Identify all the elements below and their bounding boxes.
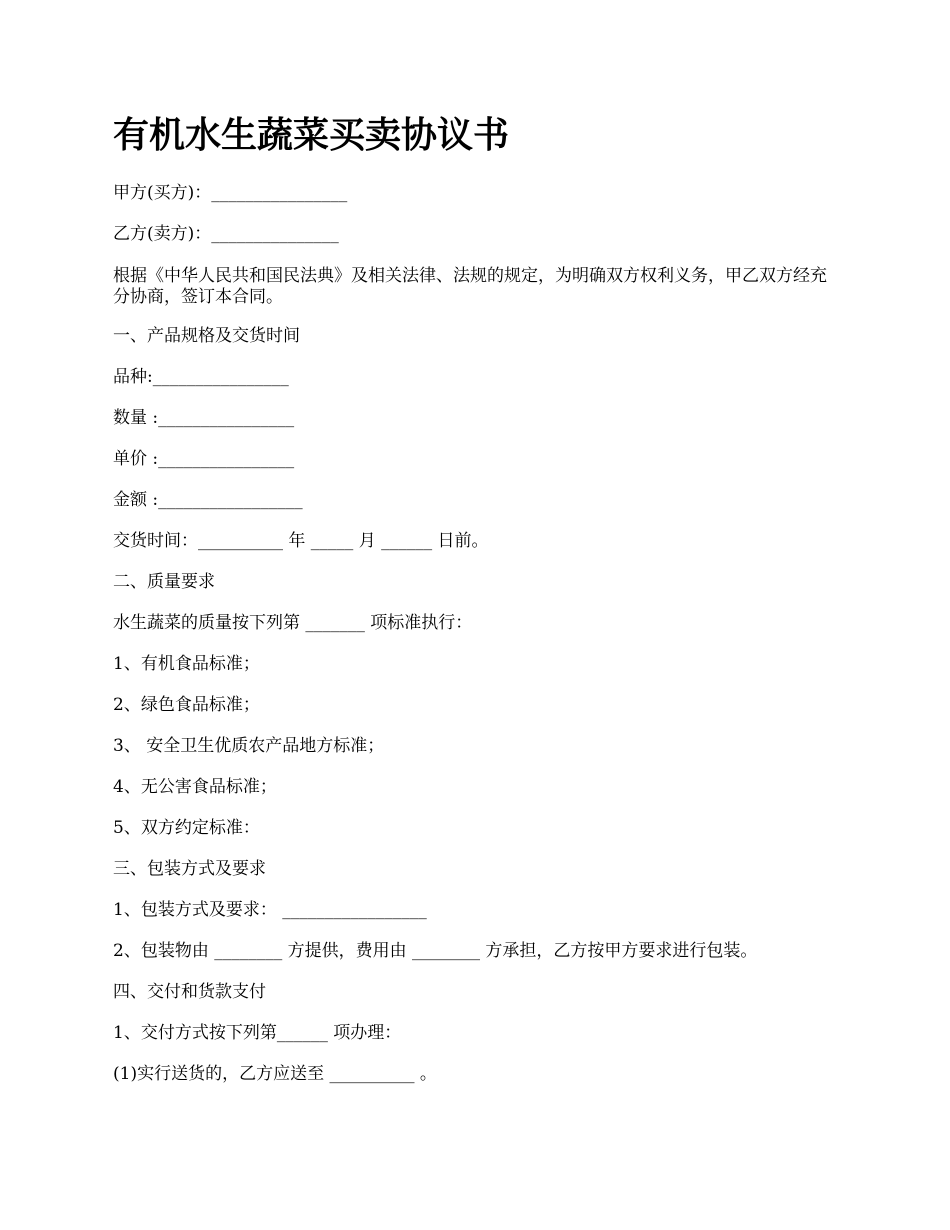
quantity-line: 数量 :________________ — [113, 408, 295, 428]
delivery-time-line: 交货时间：__________ 年 _____ 月 ______ 日前。 — [113, 531, 489, 551]
list-item: 3、 安全卫生优质农产品地方标准； — [113, 736, 385, 756]
list-item: 5、双方约定标准： — [113, 818, 260, 838]
packaging-method-line: 1、包装方式及要求： _________________ — [113, 900, 427, 920]
variety-line: 品种:________________ — [113, 367, 289, 387]
quality-standard-line: 水生蔬菜的质量按下列第 _______ 项标准执行： — [113, 613, 473, 633]
delivery-destination-line: (1)实行送货的，乙方应送至 __________ 。 — [113, 1064, 437, 1084]
preamble-paragraph: 根据《中华人民共和国民法典》及相关法律、法规的规定，为明确双方权利义务，甲乙双方经充分协商，签订本合同。 — [113, 266, 827, 307]
delivery-method-line: 1、交付方式按下列第______ 项办理： — [113, 1023, 402, 1043]
list-item: 1、有机食品标准； — [113, 654, 260, 674]
section-heading-packaging: 三、包装方式及要求 — [113, 859, 266, 879]
document-title: 有机水生蔬菜买卖协议书 — [113, 115, 510, 156]
party-a-line: 甲方(买方)：________________ — [113, 183, 348, 203]
section-heading-delivery-payment: 四、交付和货款支付 — [113, 982, 266, 1002]
party-b-line: 乙方(卖方)：_______________ — [113, 224, 339, 244]
packaging-material-line: 2、包装物由 ________ 方提供，费用由 ________ 方承担，乙方按甲方要求进行包装。 — [113, 941, 758, 961]
section-heading-quality: 二、质量要求 — [113, 572, 215, 592]
section-heading-product-spec: 一、产品规格及交货时间 — [113, 326, 300, 346]
list-item: 2、绿色食品标准； — [113, 695, 260, 715]
list-item: 4、无公害食品标准； — [113, 777, 277, 797]
amount-line: 金额 :_________________ — [113, 490, 303, 510]
unit-price-line: 单价 :________________ — [113, 449, 295, 469]
